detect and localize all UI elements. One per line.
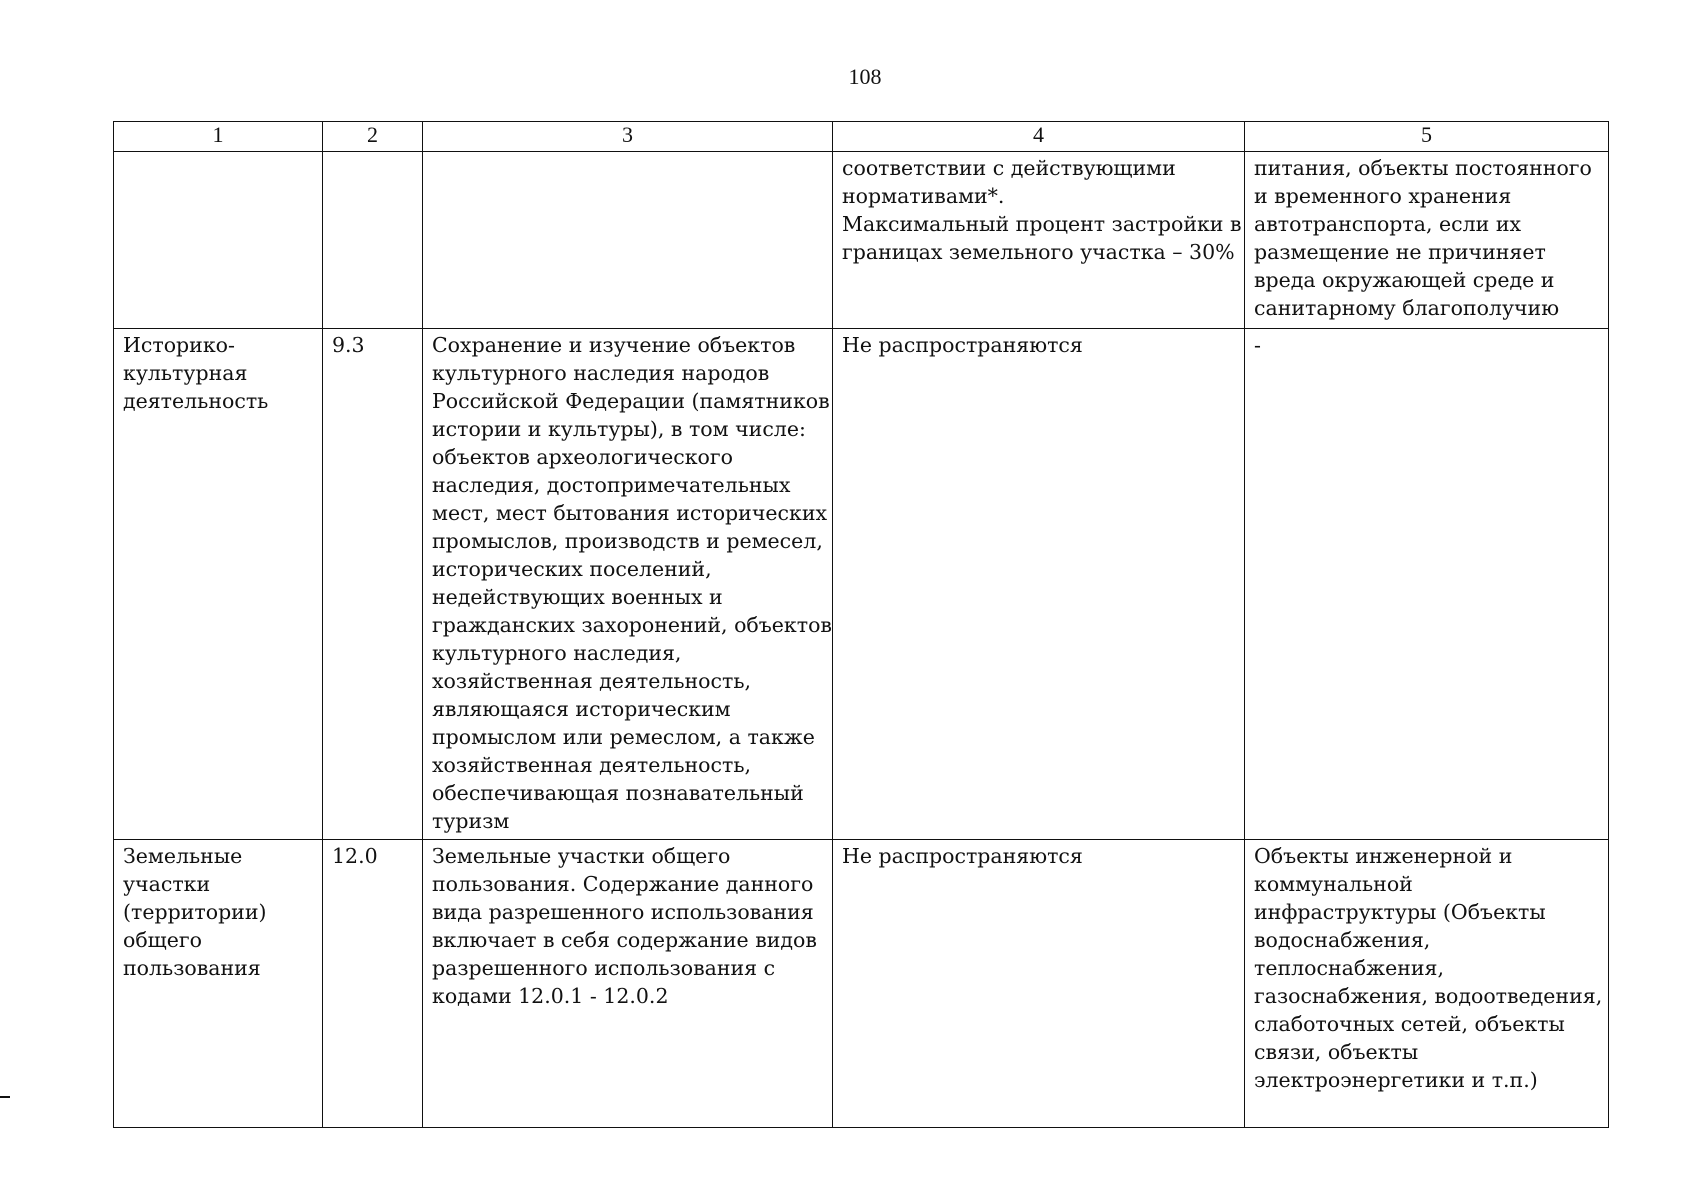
- land-use-description-cell: [423, 840, 833, 1128]
- cell-text-line: объектов археологического: [432, 445, 733, 469]
- cell-text-line: Земельные: [123, 844, 243, 868]
- cell-text-line: санитарному благополучию: [1254, 296, 1560, 320]
- cell-text-line: хозяйственная деятельность,: [432, 669, 752, 693]
- cell-text-line: Земельные участки общего: [432, 844, 731, 868]
- column-header-3: 3: [423, 122, 833, 152]
- cell-text-line: исторических поселений,: [432, 557, 712, 581]
- cell-text-line: культурного наследия,: [432, 641, 682, 665]
- cell-text-line: соответствии с действующими: [842, 156, 1176, 180]
- cell-text-line: Максимальный процент застройки в: [842, 212, 1242, 236]
- column-header-1: 1: [114, 122, 323, 152]
- column-header-5: 5: [1245, 122, 1609, 152]
- cell-text-line: 12.0: [332, 844, 378, 868]
- cell-text-line: Не распространяются: [842, 844, 1083, 868]
- cell-text-line: инфраструктуры (Объекты: [1254, 900, 1546, 924]
- land-use-code-cell: [323, 329, 423, 840]
- cell-text-line: границах земельного участка – 30%: [842, 240, 1235, 264]
- table-row-historical-cultural: [114, 329, 1609, 840]
- cell-text-line: культурного наследия народов: [432, 361, 770, 385]
- cell-text-line: разрешенного использования с: [432, 956, 776, 980]
- cell-text-line: слаботочных сетей, объекты: [1254, 1012, 1565, 1036]
- cell-text-line: Историко-: [123, 333, 235, 357]
- zoning-table: [113, 121, 1609, 1128]
- table-row-public-land: [114, 840, 1609, 1128]
- cell-text-line: кодами 12.0.1 - 12.0.2: [432, 984, 669, 1008]
- cell-text-line: электроэнергетики и т.п.): [1254, 1068, 1538, 1092]
- cell-text-line: культурная: [123, 361, 248, 385]
- cell-text-line: -: [1254, 333, 1261, 357]
- cell-text-line: Не распространяются: [842, 333, 1083, 357]
- cell-text-line: Российской Федерации (памятников: [432, 389, 830, 413]
- cell-text-line: общего: [123, 928, 202, 952]
- land-use-name-cell: [114, 840, 323, 1128]
- cell-text-line: вида разрешенного использования: [432, 900, 814, 924]
- column-header-2: 2: [323, 122, 423, 152]
- cell-text-line: теплоснабжения,: [1254, 956, 1444, 980]
- cell-text-line: размещение не причиняет: [1254, 240, 1546, 264]
- land-use-name-cell: [114, 152, 323, 329]
- cell-text-line: промыслом или ремеслом, а также: [432, 725, 815, 749]
- parameters-cell: [833, 840, 1245, 1128]
- auxiliary-uses-cell: [1245, 329, 1609, 840]
- cell-text-line: пользования: [123, 956, 261, 980]
- cell-text-line: гражданских захоронений, объектов: [432, 613, 832, 637]
- cell-text-line: коммунальной: [1254, 872, 1413, 896]
- table-row-continuation: [114, 152, 1609, 329]
- land-use-code-cell: [323, 840, 423, 1128]
- cell-text-line: газоснабжения, водоотведения,: [1254, 984, 1603, 1008]
- cell-text-line: обеспечивающая познавательный: [432, 781, 804, 805]
- cell-text-line: нормативами*.: [842, 184, 1005, 208]
- auxiliary-uses-cell: [1245, 152, 1609, 329]
- margin-mark: [0, 1096, 10, 1098]
- parameters-cell: [833, 152, 1245, 329]
- land-use-description-cell: [423, 329, 833, 840]
- cell-text-line: промыслов, производств и ремесел,: [432, 529, 823, 553]
- cell-text-line: хозяйственная деятельность,: [432, 753, 752, 777]
- cell-text-line: включает в себя содержание видов: [432, 928, 817, 952]
- land-use-name-cell: [114, 329, 323, 840]
- cell-text-line: Сохранение и изучение объектов: [432, 333, 796, 357]
- cell-text-line: и временного хранения: [1254, 184, 1512, 208]
- auxiliary-uses-cell: [1245, 840, 1609, 1128]
- cell-text-line: (территории): [123, 900, 267, 924]
- column-header-4: 4: [833, 122, 1245, 152]
- cell-text-line: истории и культуры), в том числе:: [432, 417, 806, 441]
- page-number: 108: [848, 64, 882, 89]
- cell-text-line: являющаяся историческим: [432, 697, 731, 721]
- cell-text-line: автотранспорта, если их: [1254, 212, 1522, 236]
- cell-text-line: 9.3: [332, 333, 365, 357]
- land-use-description-cell: [423, 152, 833, 329]
- cell-text-line: туризм: [432, 809, 510, 833]
- cell-text-line: вреда окружающей среде и: [1254, 268, 1555, 292]
- cell-text-line: Объекты инженерной и: [1254, 844, 1513, 868]
- cell-text-line: участки: [123, 872, 211, 896]
- cell-text-line: мест, мест бытования исторических: [432, 501, 828, 525]
- cell-text-line: водоснабжения,: [1254, 928, 1431, 952]
- cell-text-line: пользования. Содержание данного: [432, 872, 814, 896]
- cell-text-line: питания, объекты постоянного: [1254, 156, 1592, 180]
- cell-text-line: недействующих военных и: [432, 585, 723, 609]
- land-use-code-cell: [323, 152, 423, 329]
- table-header-row: [114, 122, 1609, 152]
- cell-text-line: наследия, достопримечательных: [432, 473, 791, 497]
- cell-text-line: связи, объекты: [1254, 1040, 1419, 1064]
- parameters-cell: [833, 329, 1245, 840]
- cell-text-line: деятельность: [123, 389, 269, 413]
